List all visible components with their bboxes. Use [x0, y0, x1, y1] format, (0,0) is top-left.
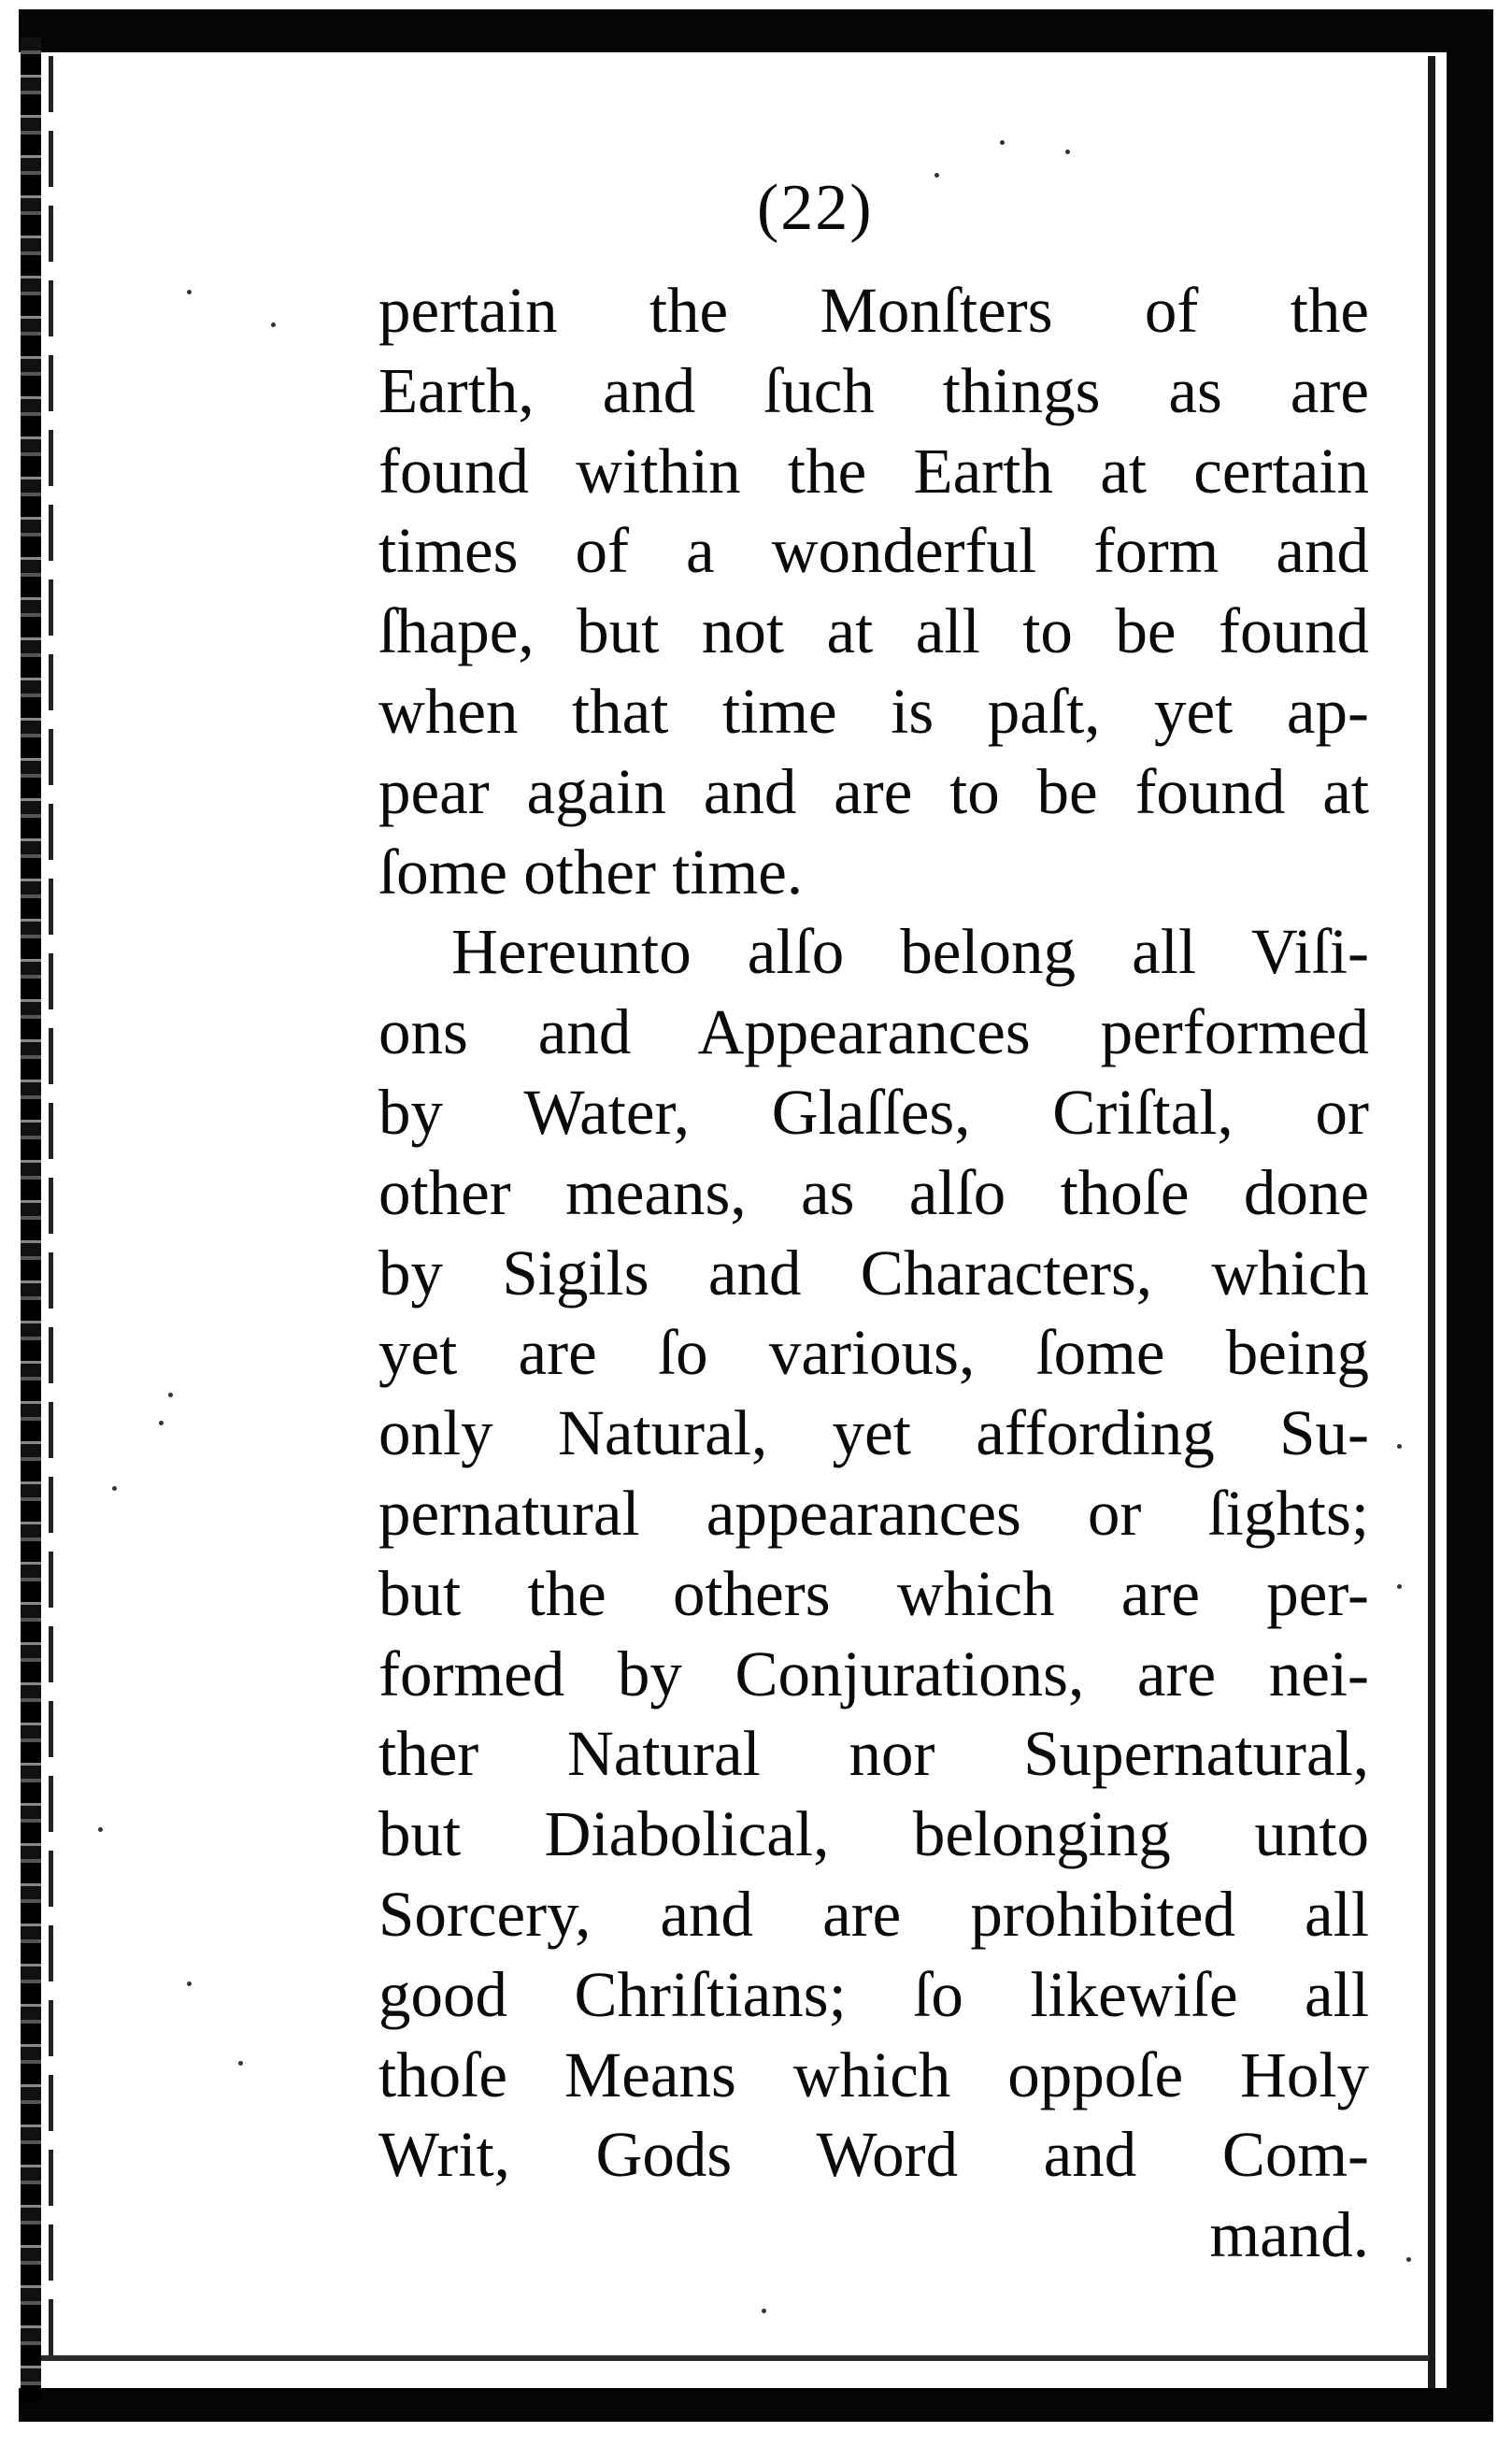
text-line: yet are ſo various, ſome being — [378, 1317, 1369, 1389]
text-line: ther Natural nor Supernatural, — [378, 1718, 1369, 1790]
scan-speck — [159, 1421, 164, 1425]
text-line: but the others which are per- — [378, 1557, 1369, 1629]
text-line: found within the Earth at certain — [378, 435, 1369, 507]
text-line: other means, as alſo thoſe done — [378, 1156, 1369, 1228]
body-text — [378, 271, 1369, 2276]
page-edge-left-inner — [49, 56, 53, 2374]
page-edge-left — [21, 37, 41, 2402]
text-line: pear again and are to be found at — [378, 755, 1369, 827]
text-line: by Sigils and Characters, which — [378, 1237, 1369, 1309]
text-line: pernatural appearances or ſights; — [378, 1477, 1369, 1549]
scan-speck — [168, 1393, 173, 1397]
scan-speck — [1397, 1444, 1402, 1449]
page-edge-top — [19, 9, 1486, 52]
scan-speck — [271, 322, 276, 327]
text-line: ons and Appearances performed — [378, 996, 1369, 1068]
scan-speck — [934, 173, 939, 178]
text-line: Sorcery, and are prohibited all — [378, 1878, 1369, 1950]
text-line: but Diabolical, belonging unto — [378, 1798, 1369, 1870]
scan-speck — [98, 1827, 103, 1832]
scan-speck — [1397, 1584, 1402, 1589]
text-line: when that time is paſt, yet ap- — [378, 675, 1369, 747]
page-edge-right-inner — [1428, 56, 1435, 2411]
page-edge-bottom — [19, 2388, 1493, 2422]
text-line: by Water, Glaſſes, Criſtal, or — [378, 1076, 1369, 1148]
text-line: formed by Conjurations, are nei- — [378, 1638, 1369, 1709]
scan-speck — [1406, 2257, 1411, 2262]
page-edge-bottom-inner — [28, 2355, 1430, 2361]
text-line: pertain the Monſters of the — [378, 275, 1369, 346]
catchword: mand. — [1209, 2199, 1369, 2271]
text-line: Writ, Gods Word and Com- — [378, 2119, 1369, 2191]
text-line: Earth, and ſuch things as are — [378, 354, 1369, 426]
scan-speck — [238, 2061, 243, 2066]
text-line: good Chriſtians; ſo likewiſe all — [378, 1958, 1369, 2030]
scan-speck — [1065, 150, 1070, 154]
text-line: Hereunto alſo belong all Viſi- — [451, 916, 1369, 988]
text-line: only Natural, yet affording Su- — [378, 1397, 1369, 1469]
text-line: times of a wonderful form and — [378, 515, 1369, 587]
scan-speck — [1000, 140, 1005, 145]
text-line: thoſe Means which oppoſe Holy — [378, 2038, 1369, 2110]
text-line: ſome other time. — [378, 836, 804, 908]
text-line: ſhape, but not at all to be found — [378, 595, 1369, 667]
page-edge-right — [1447, 9, 1493, 2421]
scan-speck — [112, 1486, 117, 1491]
page-number: (22) — [757, 172, 874, 244]
scan-speck — [762, 2309, 766, 2313]
scan-speck — [187, 1981, 192, 1986]
scan-speck — [187, 290, 192, 294]
